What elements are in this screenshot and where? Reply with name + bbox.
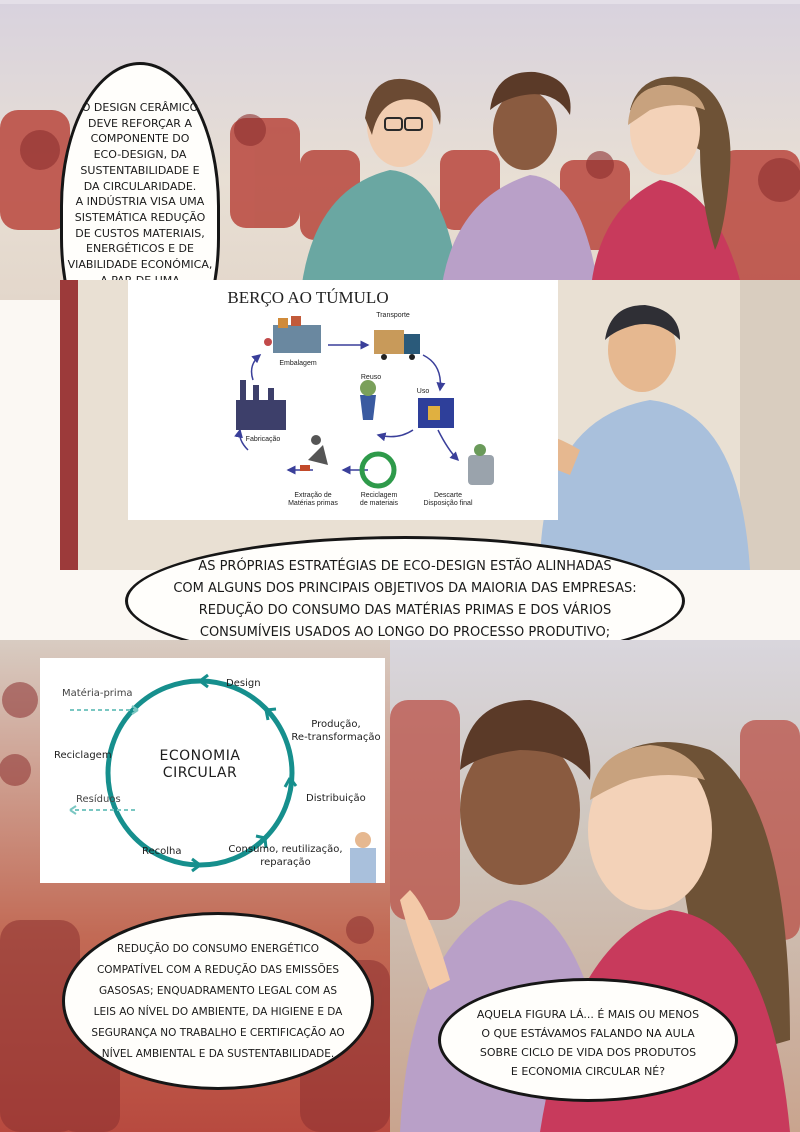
label-recolha: Recolha — [142, 846, 182, 857]
label-producao — [286, 718, 386, 744]
bubble-line: COMPONENTE DO — [90, 132, 190, 146]
label-transporte: Transporte — [376, 312, 410, 319]
label-extracao — [278, 492, 348, 508]
label-reuso: Reuso — [360, 374, 382, 381]
label-extracao-l2: Matérias primas — [288, 500, 338, 508]
truck-icon — [374, 330, 420, 360]
speech-bubble-student-question — [438, 978, 738, 1102]
slide-cradle-to-grave — [128, 280, 558, 520]
bubble-line: DA CIRCULARIDADE. — [83, 179, 197, 193]
factory-icon — [236, 380, 286, 430]
label-residuos: Resíduos — [76, 794, 121, 805]
reuse-icon — [360, 380, 376, 420]
bubble-line: SEGURANÇA NO TRABALHO E CERTIFICAÇÃO AO — [91, 1027, 345, 1039]
label-center-l2: CIRCULAR — [162, 765, 238, 781]
bubble-line: DE CUSTOS MATERIAIS, — [75, 226, 205, 240]
packaging-icon — [264, 316, 321, 353]
speech-bubble-energy-reduction — [62, 912, 374, 1090]
bubble-line: GASOSAS; ENQUADRAMENTO LEGAL COM AS — [99, 985, 337, 997]
bubble-line: ECO-DESIGN, DA — [93, 148, 187, 162]
bubble-line: COMPATÍVEL COM A REDUÇÃO DAS EMISSÕES — [96, 964, 340, 976]
bubble-line: SISTEMÁTICA REDUÇÃO — [74, 210, 206, 224]
label-center — [145, 748, 255, 782]
lecturer-figure-small — [350, 832, 376, 883]
label-materia-prima: Matéria-prima — [62, 688, 133, 699]
label-extracao-l1: Extração de — [294, 492, 332, 499]
label-center-l1: ECONOMIA — [159, 748, 241, 764]
bubble-line: A INDÚSTRIA VISA UMA — [75, 195, 205, 209]
label-descarte-l1: Descarte — [433, 492, 462, 499]
bubble-line: SUSTENTABILIDADE E — [80, 163, 200, 177]
label-descarte — [413, 492, 483, 508]
label-producao-l1: Produção, — [311, 719, 361, 730]
label-distribuicao: Distribuição — [306, 793, 366, 804]
lifecycle-diagram — [128, 280, 558, 520]
label-reciclagem-l2: de materiais — [359, 500, 399, 508]
label-consumo-l2: reparação — [260, 857, 311, 868]
bubble-line: AQUELA FIGURA LÁ... É MAIS OU MENOS — [476, 1008, 700, 1021]
label-consumo — [218, 843, 353, 869]
disposal-icon — [468, 444, 494, 485]
label-reciclagem: Reciclagem — [54, 750, 112, 761]
bubble-line: AS PRÓPRIAS ESTRATÉGIAS DE ECO-DESIGN ESTÃO ALINHADAS — [198, 559, 612, 574]
label-fabricacao: Fabricação — [245, 436, 281, 443]
slide-circular-economy — [40, 658, 385, 883]
label-reciclagem — [354, 492, 404, 508]
label-reciclagem-l1: Reciclagem — [360, 492, 398, 499]
label-consumo-l1: Consumo, reutilização, — [228, 844, 343, 855]
bubble-line: NÍVEL AMBIENTAL E DA SUSTENTABILIDADE. — [101, 1048, 335, 1060]
bubble-line: E ECONOMIA CIRCULAR NÉ? — [510, 1065, 666, 1078]
bubble-line: DEVE REFORÇAR A — [88, 116, 192, 130]
bubble-line: O QUE ESTÁVAMOS FALANDO NA AULA — [481, 1027, 695, 1040]
bubble-line: REDUÇÃO DO CONSUMO DAS MATÉRIAS PRIMAS E DOS VÁRIOS — [198, 603, 612, 618]
label-descarte-l2: Disposição final — [423, 500, 473, 508]
bubble-line: O DESIGN CERÂMICO — [81, 101, 199, 114]
use-icon — [418, 398, 454, 428]
bubble-line: ENERGÉTICOS E DE — [86, 242, 194, 256]
label-producao-l2: Re-transformação — [291, 732, 381, 743]
bubble-line: CONSUMÍVEIS USADOS AO LONGO DO PROCESSO PRODUTIVO; — [199, 625, 611, 640]
slide-title: BERÇO AO TÚMULO — [227, 288, 389, 307]
bubble-line: LEIS AO NÍVEL DO AMBIENTE, DA HIGIENE E DA — [93, 1006, 343, 1018]
bubble-line: COM ALGUNS DOS PRINCIPAIS OBJETIVOS DA MAIORIA DAS EMPRESAS: — [173, 581, 637, 596]
bubble-line: REDUÇÃO DO CONSUMO ENERGÉTICO — [116, 943, 320, 955]
extraction-icon — [300, 435, 328, 471]
label-design: Design — [226, 678, 261, 689]
label-embalagem: Embalagem — [279, 360, 317, 367]
bubble-line: SOBRE CICLO DE VIDA DOS PRODUTOS — [479, 1046, 697, 1059]
label-uso: Uso — [416, 388, 430, 395]
bubble-line: VIABILIDADE ECONÓMICA, — [67, 258, 213, 272]
